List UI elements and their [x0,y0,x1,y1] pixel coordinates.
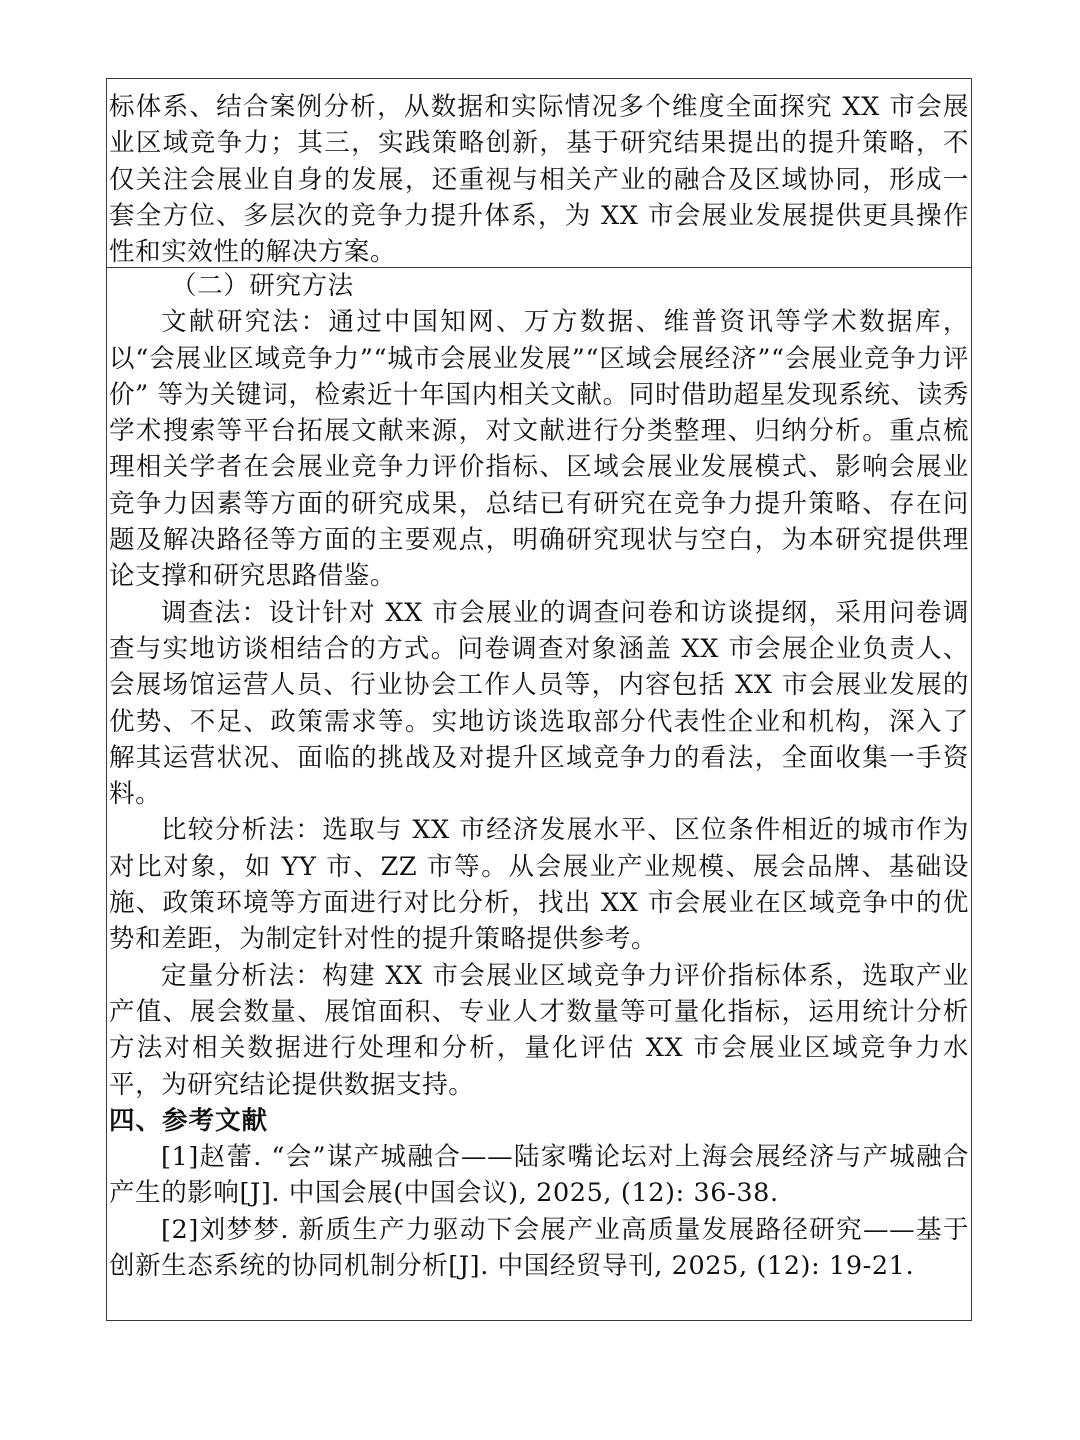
references-heading: 四、参考文献 [109,1105,269,1136]
literature-method-paragraph: 文献研究法：通过中国知网、万方数据、维普资讯等学术数据库，以“会展业区域竞争力”“城市会展业发展”“区域会展经济”“会展业竞争力评价” 等为关键词，检索近十年国内相关文献。同时借助超星发现系统、读秀学术搜索等平台拓展文献来源，对文献进行分类整理、归纳分析。重点梳理相关学者在会展业竞争力评价指标、区域会展业发展模式、影响会展业竞争力因素等方面的研究成果，总结已有研究在竞争力提升策略、存在问题及解决路径等方面的主要观点，明确研究现状与空白，为本研究提供理论支撑和研究思路借鉴。 [109,307,969,592]
survey-method-paragraph: 调查法：设计针对 XX 市会展业的调查问卷和访谈提纲，采用问卷调查与实地访谈相结合的方式。问卷调查对象涵盖 XX 市会展企业负责人、会展场馆运营人员、行业协会工作人员等，内容包括 XX 市会展业发展的优势、不足、政策需求等。实地访谈选取部分代表性企业和机构，深入了解其运营状况、面临的挑战及对提升区域竞争力的看法，全面收集一手资料。 [109,597,969,810]
innovation-paragraph: 标体系、结合案例分析，从数据和实际情况多个维度全面探究 XX 市会展业区域竞争力；其三，实践策略创新，基于研究结果提出的提升策略，不仅关注会展业自身的发展，还重视与相关产业的融合及区域协同，形成一套全方位、多层次的竞争力提升体系，为 XX 市会展业发展提供更具操作性和实效性的解决方案。 [109,92,969,268]
proposal-table [106,78,972,1321]
quantitative-method-paragraph: 定量分析法：构建 XX 市会展业区域竞争力评价指标体系，选取产业产值、展会数量、展馆面积、专业人才数量等可量化指标，运用统计分析方法对相关数据进行处理和分析，量化评估 XX 市会展业区域竞争力水平，为研究结论提供数据支持。 [109,960,969,1100]
table-cell-innovation [107,79,971,268]
research-methods-heading: （二）研究方法 [171,271,354,301]
table-cell-methods-references [107,268,971,1322]
reference-item: [2]刘梦梦. 新质生产力驱动下会展产业高质量发展路径研究——基于创新生态系统的协同机制分析[J]. 中国经贸导刊, 2025, (12): 19-21. [109,1214,969,1282]
reference-item: [1]赵蕾. “会”谋产城融合——陆家嘴论坛对上海会展经济与产城融合产生的影响[J]. 中国会展(中国会议), 2025, (12): 36-38. [109,1142,969,1209]
comparative-method-paragraph: 比较分析法：选取与 XX 市经济发展水平、区位条件相近的城市作为对比对象，如 YY 市、ZZ 市等。从会展业产业规模、展会品牌、基础设施、政策环境等方面进行对比分析，找出 XX 市会展业在区域竞争中的优势和差距，为制定针对性的提升策略提供参考。 [109,815,969,955]
